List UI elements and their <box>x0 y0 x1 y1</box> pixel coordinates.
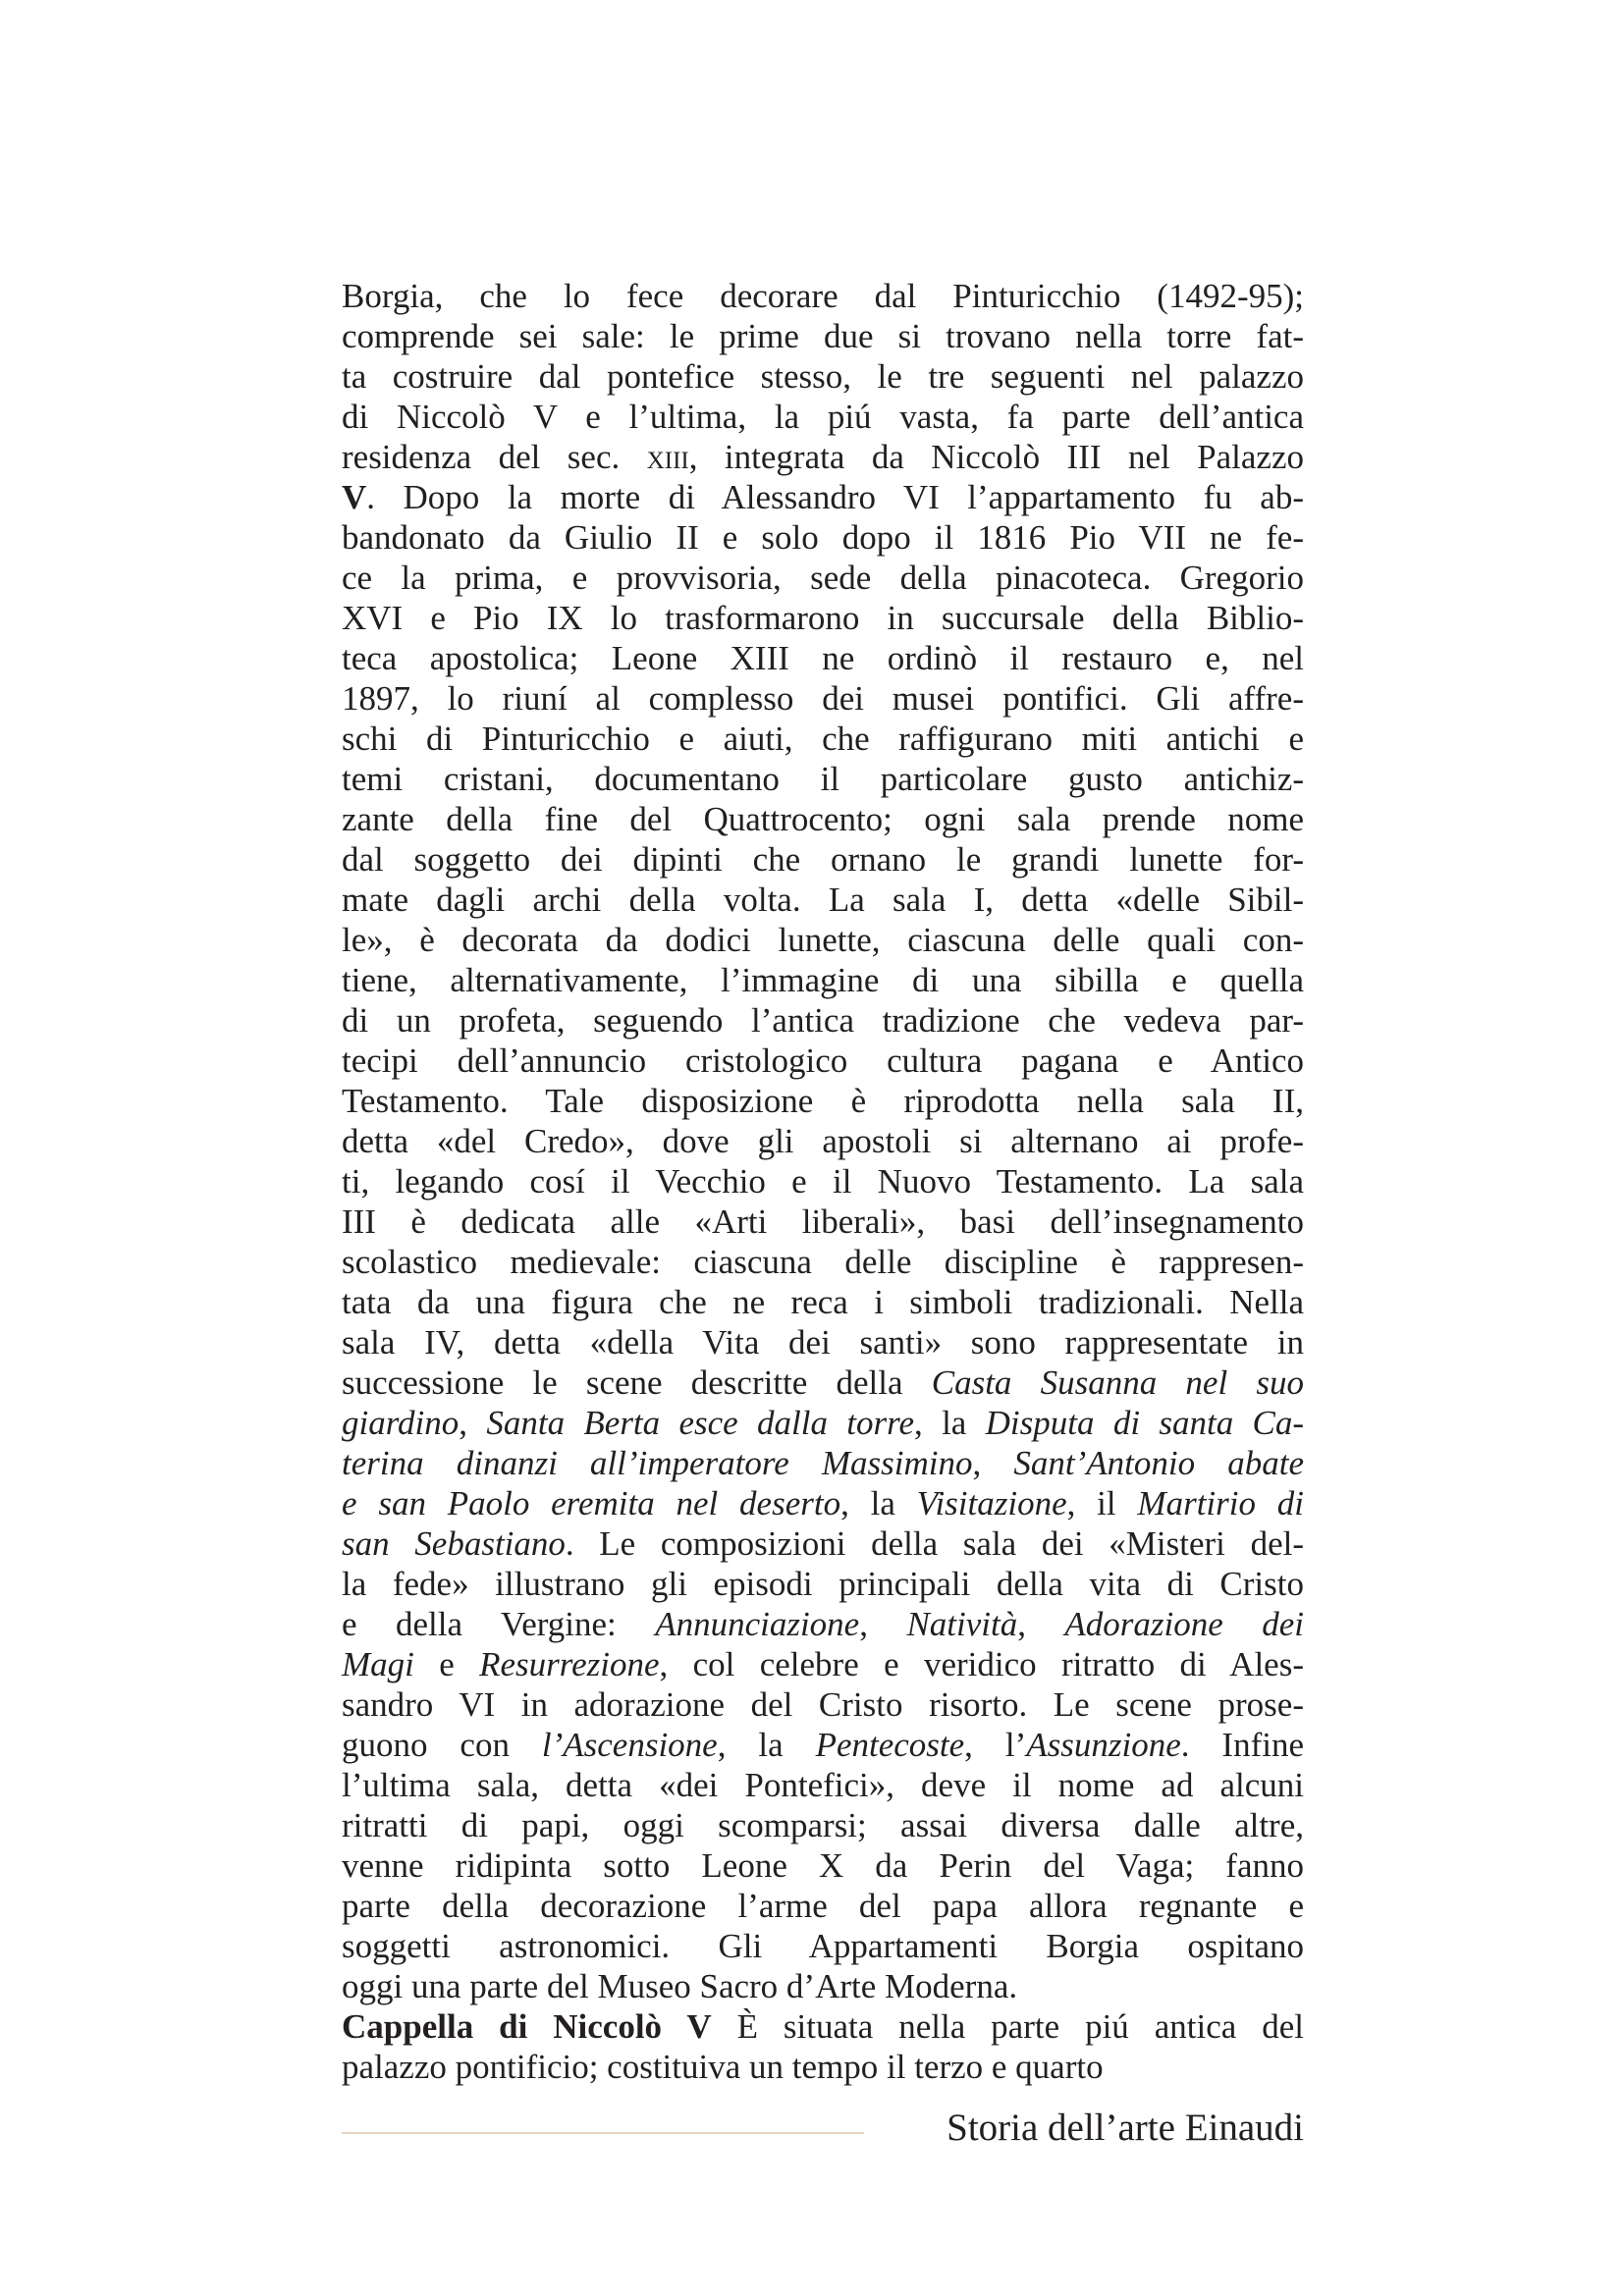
text-run: dal soggetto dei dipinti che ornano le grandi lunette for- <box>342 840 1304 879</box>
text-line <box>342 1403 1304 1443</box>
text-run: e <box>413 1645 480 1683</box>
italic-title: Adorazione dei <box>1064 1605 1305 1643</box>
text-line <box>342 1523 1304 1564</box>
text-line <box>342 1000 1304 1041</box>
italic-title: Resurrezione <box>479 1645 660 1683</box>
text-run: , la <box>914 1404 986 1442</box>
text-run: 1897, lo riuní al complesso dei musei pontifici. Gli affre- <box>342 679 1304 718</box>
italic-title: Visitazione <box>916 1484 1067 1522</box>
text-line <box>342 1684 1304 1725</box>
italic-title: Sant’Antonio abate <box>1013 1444 1305 1482</box>
text-run: tata da una figura che ne reca i simboli tradizionali. Nella <box>342 1283 1304 1321</box>
text-line <box>342 477 1304 517</box>
footer-title: Storia dell’arte Einaudi <box>947 2107 1304 2149</box>
text-run: xiii <box>646 438 689 476</box>
text-run: , <box>459 1404 487 1442</box>
text-run: ritratti di papi, oggi scomparsi; assai diversa dalle altre, <box>342 1806 1304 1844</box>
text-run: le», è decorata da dodici lunette, ciascuna delle quali con- <box>342 921 1304 959</box>
italic-title: Annunciazione <box>655 1605 860 1643</box>
text-run: l’ultima sala, detta «dei Pontefici», deve il nome ad alcuni <box>342 1766 1304 1804</box>
text-run: teca apostolica; Leone XIII ne ordinò il restauro e, nel <box>342 639 1304 677</box>
text-run: , la <box>717 1726 816 1764</box>
text-line <box>342 1121 1304 1161</box>
text-run: zante della fine del Quattrocento; ogni sala prende nome <box>342 800 1304 838</box>
text-line <box>342 1644 1304 1684</box>
text-run: , il <box>1066 1484 1138 1522</box>
text-run: residenza del sec. <box>342 438 647 476</box>
italic-title: san Sebastiano <box>342 1524 566 1563</box>
text-run: comprende sei sale: le prime due si trovano nella torre fat- <box>342 317 1304 355</box>
text-run: bandonato da Giulio II e solo dopo il 1816 Pio VII ne fe- <box>342 518 1304 557</box>
text-run: Borgia, che lo fece decorare dal Pinturicchio (1492-95); <box>342 277 1304 315</box>
text-run: . Le composizioni della sala dei «Misteri del- <box>565 1524 1304 1563</box>
text-run: III è dedicata alle «Arti liberali», basi dell’insegnamento <box>342 1202 1304 1241</box>
text-line <box>342 719 1304 759</box>
text-line <box>342 960 1304 1000</box>
text-run: scolastico medievale: ciascuna delle discipline è rappresen- <box>342 1243 1304 1281</box>
text-run: detta «del Credo», dove gli apostoli si alternano ai profe- <box>342 1122 1304 1160</box>
text-run: Testamento. Tale disposizione è riprodotta nella sala II, <box>342 1082 1304 1120</box>
text-line <box>342 1886 1304 1926</box>
italic-title: giardino <box>342 1404 460 1442</box>
bold-heading: V <box>342 478 367 516</box>
italic-title: Magi <box>342 1645 414 1683</box>
text-line <box>342 356 1304 397</box>
text-line <box>342 1805 1304 1845</box>
text-line <box>342 1362 1304 1403</box>
italic-title: Casta Susanna nel suo <box>931 1363 1304 1402</box>
text-line <box>342 638 1304 678</box>
text-run: ta costruire dal pontefice stesso, le tre seguenti nel palazzo <box>342 357 1304 396</box>
text-line <box>342 1845 1304 1886</box>
text-line <box>342 2047 1304 2087</box>
text-line <box>342 920 1304 960</box>
text-run: di un profeta, seguendo l’antica tradizione che vedeva par- <box>342 1001 1304 1040</box>
text-run: . Dopo la morte di Alessandro VI l’appartamento fu ab- <box>366 478 1304 516</box>
text-run: , col celebre e veridico ritratto di Ales- <box>659 1645 1304 1683</box>
text-line <box>342 1604 1304 1644</box>
italic-title: Assunzione <box>1026 1726 1181 1764</box>
text-line <box>342 276 1304 316</box>
text-run: tiene, alternativamente, l’immagine di una sibilla e quella <box>342 961 1304 999</box>
bold-heading: Cappella di Niccolò V <box>342 2007 712 2046</box>
text-line <box>342 517 1304 558</box>
text-run: , l’ <box>964 1726 1027 1764</box>
text-line <box>342 1161 1304 1201</box>
text-run: palazzo pontificio; costituiva un tempo il terzo e quarto <box>342 2048 1104 2086</box>
italic-title: l’Ascensione <box>541 1726 718 1764</box>
text-line <box>342 1081 1304 1121</box>
text-run: oggi una parte del Museo Sacro d’Arte Moderna. <box>342 1967 1018 2005</box>
text-line <box>342 678 1304 719</box>
text-line <box>342 558 1304 598</box>
text-run: mate dagli archi della volta. La sala I, detta «delle Sibil- <box>342 881 1304 919</box>
text-run: la fede» illustrano gli episodi principali della vita di Cristo <box>342 1565 1304 1603</box>
text-line <box>342 1483 1304 1523</box>
text-line <box>342 1282 1304 1322</box>
text-line <box>342 1926 1304 1966</box>
text-line <box>342 1765 1304 1805</box>
text-line <box>342 1201 1304 1242</box>
text-line <box>342 397 1304 437</box>
text-run: , integrata da Niccolò III nel Palazzo <box>688 438 1305 476</box>
text-run: ce la prima, e provvisoria, sede della pinacoteca. Gregorio <box>342 559 1304 597</box>
italic-title: Disputa di santa Ca- <box>985 1404 1305 1442</box>
text-line <box>342 1443 1304 1483</box>
text-line <box>342 1966 1304 2006</box>
text-run: parte della decorazione l’arme del papa allora regnante e <box>342 1887 1304 1925</box>
italic-title: terina dinanzi all’imperatore Massimino <box>342 1444 973 1482</box>
text-line <box>342 880 1304 920</box>
text-run: tecipi dell’annuncio cristologico cultura pagana e Antico <box>342 1041 1304 1080</box>
text-run: . Infine <box>1180 1726 1304 1764</box>
text-run: , <box>1017 1605 1065 1643</box>
text-run: , <box>972 1444 1014 1482</box>
text-line <box>342 437 1304 477</box>
page-footer <box>342 2104 1304 2153</box>
text-line <box>342 1725 1304 1765</box>
italic-title: Santa Berta esce dalla torre <box>486 1404 914 1442</box>
text-run: successione le scene descritte della <box>342 1363 932 1402</box>
text-run: temi cristani, documentano il particolare gusto antichiz- <box>342 760 1304 798</box>
text-run: soggetti astronomici. Gli Appartamenti Borgia ospitano <box>342 1927 1304 1965</box>
text-line <box>342 1564 1304 1604</box>
italic-title: Natività <box>906 1605 1018 1643</box>
text-run: e della Vergine: <box>342 1605 656 1643</box>
text-run: È situata nella parte piú antica del <box>711 2007 1304 2046</box>
text-line <box>342 1041 1304 1081</box>
footer-rule <box>342 2132 864 2134</box>
text-run: , la <box>840 1484 917 1522</box>
text-run: sala IV, detta «della Vita dei santi» sono rappresentate in <box>342 1323 1304 1362</box>
italic-title: Martirio di <box>1137 1484 1304 1522</box>
italic-title: Pentecoste <box>815 1726 965 1764</box>
italic-title: e san Paolo eremita nel deserto <box>342 1484 841 1522</box>
text-line <box>342 1322 1304 1362</box>
text-run: sandro VI in adorazione del Cristo risorto. Le scene prose- <box>342 1685 1304 1724</box>
text-run: di Niccolò V e l’ultima, la piú vasta, fa parte dell’antica <box>342 398 1304 436</box>
text-line <box>342 316 1304 356</box>
text-line <box>342 759 1304 799</box>
text-line <box>342 1242 1304 1282</box>
text-line <box>342 2006 1304 2047</box>
text-line <box>342 598 1304 638</box>
body-text <box>342 276 1304 2087</box>
text-run: venne ridipinta sotto Leone X da Perin del Vaga; fanno <box>342 1846 1304 1885</box>
text-line <box>342 799 1304 839</box>
text-run: , <box>859 1605 907 1643</box>
text-run: XVI e Pio IX lo trasformarono in succursale della Biblio- <box>342 599 1304 637</box>
text-run: ti, legando cosí il Vecchio e il Nuovo Testamento. La sala <box>342 1162 1304 1201</box>
text-line <box>342 839 1304 880</box>
text-run: guono con <box>342 1726 542 1764</box>
text-run: schi di Pinturicchio e aiuti, che raffigurano miti antichi e <box>342 720 1304 758</box>
